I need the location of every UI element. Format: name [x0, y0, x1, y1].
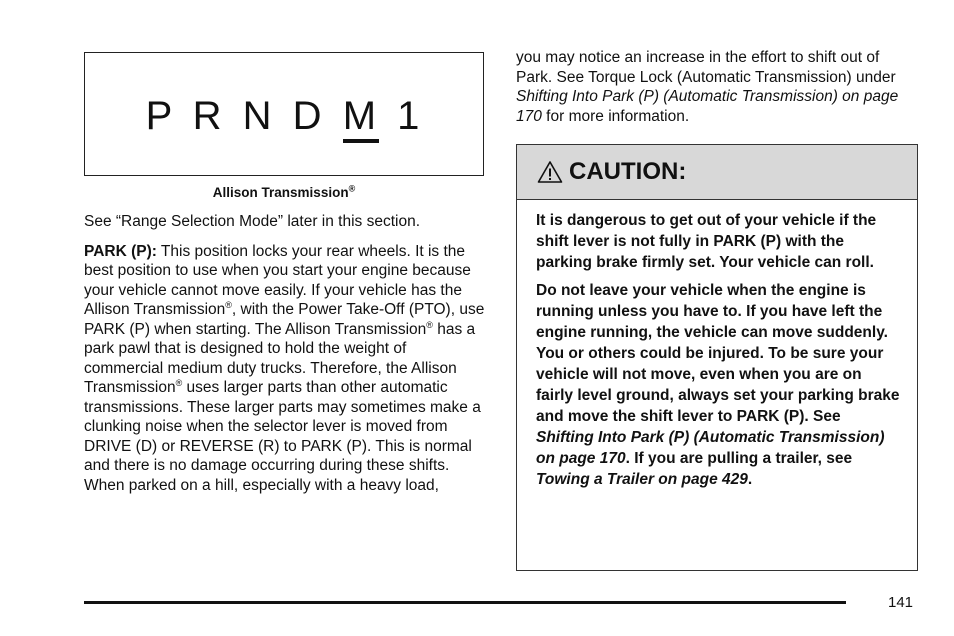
park-text-1: This position locks your rear wheels. It is the best position to use when you start your engine because your vehicle cannot move easily. If your vehicle has the Allison Transmission	[84, 242, 471, 318]
shift-letters-before: P R N D	[145, 93, 343, 138]
caution-reference-park: Shifting Into Park (P) (Automatic Transmission) on page 170	[536, 429, 885, 467]
left-column	[84, 52, 486, 495]
caution-box	[516, 144, 918, 571]
figure-caption	[84, 185, 484, 200]
registered-mark: ®	[426, 319, 433, 330]
caution-text-c: .	[747, 471, 753, 488]
park-paragraph	[84, 242, 486, 496]
caution-header	[517, 145, 917, 200]
warning-triangle-icon	[537, 160, 563, 184]
caution-body	[517, 200, 917, 490]
caption-text: Allison Transmission	[212, 185, 349, 200]
caution-text-a: Do not leave your vehicle when the engine is running unless you have to. If you have left the engine running, the vehicle can move suddenly. You or others could be injured. To be sure your vehicle will not move, even when you are on fairly level ground, always set your parking brake and move the shift lever to PARK (P). See	[536, 282, 900, 425]
shift-indicator-letters	[146, 94, 423, 139]
caution-paragraph-2	[536, 280, 901, 490]
registered-mark: ®	[225, 299, 232, 310]
range-selection-note: See “Range Selection Mode” later in this section.	[84, 213, 421, 230]
footer-rule	[84, 601, 846, 604]
park-text-3: has a park pawl that is designed to hold the weight of commercial medium duty trucks. Therefore, the Allison Transmission	[84, 320, 476, 396]
caution-reference-towing: Towing a Trailer on page 429	[536, 471, 748, 488]
continuation-text-1: you may notice an increase in the effort to shift out of Park. See Torque Lock (Automatic Transmission) under	[516, 49, 896, 86]
shift-letters-after: 1	[379, 93, 423, 138]
caution-text-b: . If you are pulling a trailer, see	[625, 450, 853, 467]
registered-mark: ®	[175, 377, 183, 388]
registered-mark: ®	[348, 183, 356, 194]
park-label: PARK (P):	[84, 242, 157, 260]
continuation-paragraph	[516, 48, 918, 126]
shift-selected-letter: M	[343, 94, 379, 143]
park-text-4: uses larger parts than other automatic transmissions. These larger parts may sometimes make a clunking noise when the selector lever is moved from DRIVE (D) or REVERSE (R) to PARK (P). This is normal and there is no damage occurring during these shifts. When parked on a hill, especially with a heavy load,	[84, 379, 481, 494]
shift-indicator-figure	[84, 52, 484, 176]
right-column	[516, 48, 918, 571]
caution-paragraph-1: It is dangerous to get out of your vehicle if the shift lever is not fully in PARK (P) with the parking brake firmly set. Your vehicle can roll.	[536, 212, 877, 271]
caution-title: CAUTION:	[569, 158, 687, 185]
page-number: 141	[888, 594, 914, 611]
continuation-reference: Shifting Into Park (P) (Automatic Transmission) on page 170	[516, 88, 899, 125]
continuation-text-2: for more information.	[541, 107, 690, 125]
park-text-2: , with the Power Take-Off (PTO), use PARK (P) when starting. The Allison Transmission	[84, 301, 485, 338]
